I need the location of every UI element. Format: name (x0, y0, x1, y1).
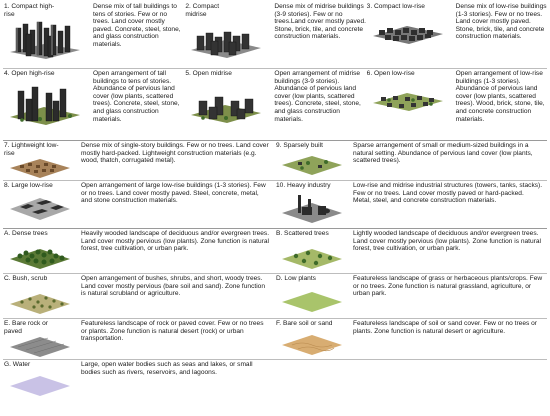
lcz-cell-e (3, 319, 275, 359)
lcz-name: 7. Lightweight low- rise (4, 142, 59, 157)
lcz-name: 8. Large low-rise (4, 182, 53, 189)
lcz-name: 10. Heavy industry (276, 182, 331, 189)
lcz-name: 9. Sparsely built (276, 142, 323, 149)
lcz-cell-g (3, 360, 275, 397)
lcz-cell-1 (3, 2, 184, 68)
water-icon (8, 372, 72, 398)
lcz-name: 1. Compact high- rise (4, 3, 55, 18)
built-types-row-3 (3, 140, 547, 180)
lcz-cell-a (3, 229, 275, 273)
built-types-row-2 (3, 68, 547, 140)
bare-soil-sand-icon (280, 331, 344, 357)
bush-scrub-icon (8, 284, 72, 316)
lcz-cell-10 (275, 181, 547, 228)
lcz-cell-2 (184, 2, 365, 68)
lcz-name: 3. Compact low-rise (366, 3, 425, 10)
scattered-trees-icon (280, 239, 344, 271)
lcz-name: 4. Open high-rise (4, 70, 55, 77)
lcz-description: Sparse arrangement of small or medium-sized buildings in a natural setting. Abundance of pervious land cover (low plants, scattered trees). (353, 142, 533, 165)
lcz-cell-4 (3, 69, 184, 140)
compact-high-rise-icon (8, 20, 82, 60)
lcz-name: B. Scattered trees (276, 230, 329, 237)
land-cover-row-3 (3, 318, 547, 359)
lcz-description: Lightly wooded landscape of deciduous and/or evergreen trees. Land cover mostly pervious (low plants). Zone function is natural forest, tree cultivation, or urban park. (353, 230, 542, 253)
built-types-row-4 (3, 180, 547, 228)
lcz-description: Open arrangement of low-rise buildings (1-3 stories). Abundance of pervious land cover (low plants, scattered trees). Wood, brick, stone, tile, and concrete construction materials. (455, 70, 545, 123)
lcz-cell-5 (184, 69, 365, 140)
lcz-name: A. Dense trees (4, 230, 48, 237)
compact-low-rise-icon (371, 16, 445, 50)
lcz-description: Featureless landscape of rock or paved cover. Few or no trees or plants. Zone function is natural desert (rock) or urban transportation. (81, 320, 264, 343)
lcz-name: C. Bush, scrub (4, 275, 48, 282)
lcz-description: Open arrangement of bushes, shrubs, and short, woody trees. Land cover mostly pervious (bare soil and sand). Zone function is natural scrubland or agriculture. (81, 275, 265, 298)
lightweight-low-rise-icon (8, 156, 72, 180)
built-types-row-1 (3, 2, 547, 68)
lcz-cell-6 (366, 69, 547, 140)
lcz-description: Dense mix of midrise buildings (3-9 stories). Few or no trees.Land cover mostly paved. Stone, brick, tile, and concrete construction materials. (274, 3, 366, 41)
lcz-cell-f (275, 319, 547, 359)
compact-midrise-icon (189, 22, 263, 60)
land-cover-row-2 (3, 273, 547, 318)
bare-rock-paved-icon (8, 333, 72, 359)
lcz-description: Open arrangement of tall buildings to tens of stories. Abundance of pervious land cover (low plants, scattered trees). Concrete, steel, stone, and glass construction materials. (93, 70, 180, 123)
lcz-name: 5. Open midrise (185, 70, 232, 77)
lcz-name: G. Water (4, 361, 31, 368)
lcz-cell-3 (366, 2, 547, 68)
heavy-industry-icon (280, 191, 344, 225)
lcz-description: Featureless landscape of soil or sand cover. Few or no trees or plants. Zone function is natural desert or agriculture. (353, 320, 537, 335)
lcz-description: Open arrangement of large low-rise buildings (1-3 stories). Few or no trees. Land cover mostly paved. Steel, concrete, metal, and stone construction materials. (81, 182, 266, 205)
open-low-rise-icon (371, 83, 445, 117)
lcz-cell-b (275, 229, 547, 273)
sparsely-built-icon (280, 153, 344, 177)
low-plants-icon (280, 286, 344, 314)
lcz-description: Dense mix of tall buildings to tens of stories. Few or no trees. Land cover mostly paved. Concrete, steel, stone, and glass construction materials. (93, 3, 181, 48)
land-cover-row-4 (3, 359, 547, 397)
lcz-name: D. Low plants (276, 275, 316, 282)
large-low-rise-icon (8, 193, 72, 223)
lcz-cell-8 (3, 181, 275, 228)
dense-trees-icon (8, 239, 72, 271)
lcz-name: 6. Open low-rise (366, 70, 415, 77)
lcz-description: Heavily wooded landscape of deciduous and/or evergreen trees. Land cover mostly pervious (low plants). Zone function is natural forest, tree cultivation, or urban park. (81, 230, 270, 253)
lcz-description: Featureless landscape of grass or herbaceous plants/crops. Few or no trees. Zone function is natural grassland, agriculture, or urban park. (353, 275, 543, 298)
land-cover-row-1 (3, 228, 547, 273)
lcz-cell-d (275, 274, 547, 318)
lcz-description: Large, open water bodies such as seas and lakes, or small bodies such as rivers, reservoirs, and lagoons. (81, 361, 253, 376)
lcz-cell-7 (3, 141, 275, 180)
lcz-cell-c (3, 274, 275, 318)
lcz-cell-9 (275, 141, 547, 180)
open-high-rise-icon (8, 83, 82, 127)
lcz-name: F. Bare soil or sand (276, 320, 333, 327)
lcz-description: Dense mix of single-story buildings. Few or no trees. Land cover mostly hard-packed. Lightweight construction materials (e.g. wood, thatch, corrugated metal). (81, 142, 269, 165)
open-midrise-icon (189, 85, 263, 125)
lcz-description: Dense mix of low-rise buildings (1-3 stories). Few or no trees. Land cover mostly paved. Stone, brick, tile, and concrete construction materials. (455, 3, 547, 41)
lcz-description: Open arrangement of midrise buildings (3-9 stories). Abundance of pervious land cover (low plants, scattered trees). Concrete, steel, stone, and glass construction materials. (274, 70, 361, 123)
lcz-description: Low-rise and midrise industrial structures (towers, tanks, stacks). Few or no trees. Land cover mostly paved or hard-packed. Metal, steel, and concrete construction materials. (353, 182, 543, 205)
lcz-name: E. Bare rock or paved (4, 320, 48, 335)
lcz-name: 2. Compact midrise (185, 3, 220, 18)
